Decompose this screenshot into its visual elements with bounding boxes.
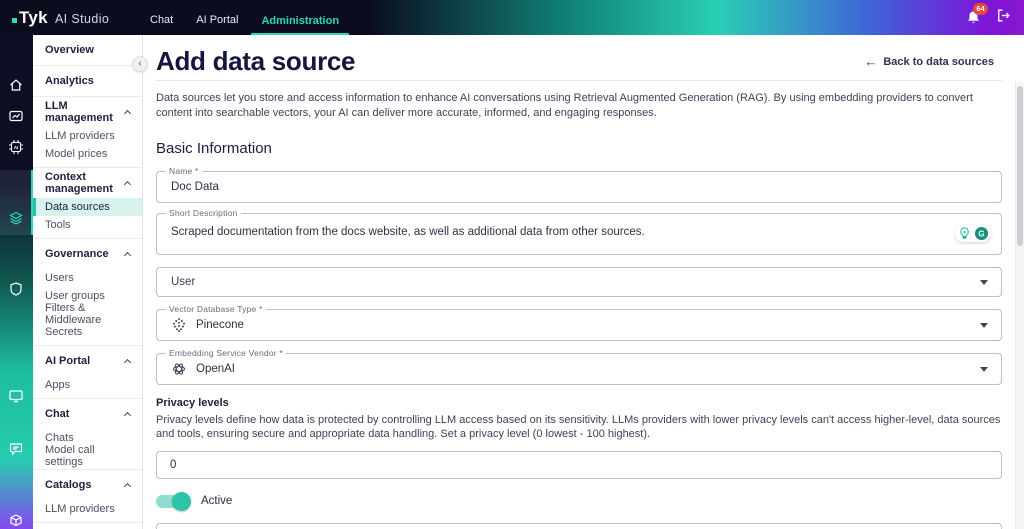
user-select-value: User bbox=[171, 276, 196, 288]
sidebar-item-apps[interactable]: Apps bbox=[45, 379, 71, 391]
intro-text: Data sources let you store and access information to enhance AI conversations using Retrieval Augmented Generation (RAG). By using embedding providers to convert content into searchable vectors, your AI can deliver more accurate, informed, and engaging responses. bbox=[156, 92, 973, 119]
page-title: Add data source bbox=[156, 46, 356, 76]
vector-database-type-label: Vector Database Type * bbox=[166, 304, 266, 314]
sidebar-item-analytics[interactable]: Analytics bbox=[45, 75, 94, 87]
chevron-up-icon bbox=[124, 358, 131, 365]
sidebar bbox=[33, 35, 143, 529]
chevron-up-icon bbox=[124, 482, 131, 489]
sidebar-item-user-groups[interactable]: User groups bbox=[45, 290, 105, 302]
sidebar-item-filters-middleware[interactable]: Filters & Middleware bbox=[45, 302, 102, 326]
tyk-logo[interactable] bbox=[12, 8, 109, 28]
vector-database-type-select[interactable] bbox=[156, 304, 1002, 341]
page-header bbox=[156, 35, 1002, 81]
top-navigation-tabs bbox=[140, 0, 352, 35]
sidebar-section-catalogs[interactable]: Catalogs bbox=[33, 470, 142, 500]
sidebar-item-model-call-settings[interactable]: Model call settings bbox=[45, 444, 95, 468]
user-select[interactable] bbox=[156, 267, 1002, 297]
name-field[interactable] bbox=[156, 166, 1002, 203]
sidebar-section-llm-management[interactable]: LLM management bbox=[33, 97, 142, 127]
embedding-service-vendor-select[interactable] bbox=[156, 348, 1002, 385]
vector-database-type-value: Pinecone bbox=[196, 319, 244, 331]
svg-text:G: G bbox=[978, 229, 985, 239]
name-field-value: Doc Data bbox=[171, 181, 219, 193]
scrollbar-thumb[interactable] bbox=[1017, 86, 1023, 246]
grammarly-g-icon bbox=[974, 226, 989, 241]
sidebar-section-chat[interactable]: Chat bbox=[33, 399, 142, 429]
sidebar-item-users[interactable]: Users bbox=[45, 272, 74, 284]
sidebar-item-overview[interactable]: Overview bbox=[45, 44, 94, 56]
collapse-sidebar-button[interactable] bbox=[132, 56, 148, 72]
basic-information-heading: Basic Information bbox=[156, 140, 272, 157]
top-actions bbox=[965, 0, 1012, 35]
back-link-label: Back to data sources bbox=[883, 55, 994, 68]
package-icon[interactable] bbox=[8, 512, 24, 528]
layers-icon[interactable] bbox=[8, 210, 24, 226]
chevron-up-icon bbox=[124, 180, 131, 187]
toggle-knob bbox=[172, 492, 191, 511]
sidebar-item-tools[interactable]: Tools bbox=[45, 219, 71, 231]
pinecone-icon bbox=[171, 317, 187, 333]
sidebar-item-catalogs-llm-providers[interactable]: LLM providers bbox=[45, 503, 115, 515]
main-content bbox=[143, 35, 1024, 529]
openai-icon bbox=[171, 361, 187, 377]
lightbulb-icon bbox=[957, 226, 972, 241]
back-to-data-sources-link[interactable] bbox=[864, 56, 994, 68]
sidebar-item-data-sources[interactable]: Data sources bbox=[33, 198, 142, 216]
grammar-assistant-widget[interactable] bbox=[955, 225, 991, 242]
notifications-button[interactable] bbox=[965, 4, 985, 27]
back-arrow-icon: ← bbox=[864, 54, 878, 69]
privacy-level-value: 0 bbox=[170, 459, 177, 471]
sidebar-item-chats[interactable]: Chats bbox=[45, 432, 74, 444]
logout-icon bbox=[995, 7, 1012, 24]
chevron-down-icon bbox=[980, 323, 988, 328]
active-toggle[interactable] bbox=[156, 495, 189, 508]
chevron-up-icon bbox=[124, 109, 131, 116]
next-field-partial[interactable] bbox=[156, 523, 1002, 529]
chat-bubble-icon[interactable] bbox=[8, 441, 24, 457]
top-bar bbox=[0, 0, 1024, 35]
sidebar-item-llm-providers[interactable]: LLM providers bbox=[45, 130, 115, 142]
sidebar-item-model-prices[interactable]: Model prices bbox=[45, 148, 108, 160]
tab-ai-portal[interactable]: AI Portal bbox=[196, 14, 239, 26]
short-description-label: Short Description bbox=[166, 208, 241, 218]
sidebar-item-secrets[interactable]: Secrets bbox=[45, 326, 83, 338]
tyk-logo-dot bbox=[12, 8, 48, 28]
privacy-levels-heading: Privacy levels bbox=[156, 397, 229, 409]
vertical-scrollbar[interactable] bbox=[1015, 82, 1024, 529]
ai-chip-icon[interactable] bbox=[8, 139, 24, 155]
embedding-service-vendor-label: Embedding Service Vendor * bbox=[166, 348, 286, 358]
monitor-icon[interactable] bbox=[8, 388, 24, 404]
sidebar-section-governance[interactable]: Governance bbox=[33, 239, 142, 269]
sidebar-section-ai-portal[interactable]: AI Portal bbox=[33, 346, 142, 376]
short-description-value: Scraped documentation from the docs website, as well as additional data from other sources. bbox=[171, 226, 645, 238]
logo-suffix-text: AI Studio bbox=[54, 11, 110, 26]
chevron-up-icon bbox=[124, 251, 131, 258]
active-toggle-label: Active bbox=[201, 495, 233, 507]
notification-badge: 64 bbox=[973, 3, 988, 15]
tab-chat[interactable]: Chat bbox=[150, 14, 174, 26]
logout-button[interactable] bbox=[995, 7, 1012, 29]
logo-brand-text: Tyk bbox=[19, 7, 48, 27]
name-field-label: Name * bbox=[166, 166, 202, 176]
shield-icon[interactable] bbox=[8, 281, 24, 297]
tab-administration[interactable]: Administration bbox=[251, 15, 349, 36]
privacy-levels-description: Privacy levels define how data is protected by controlling LLM access based on its sensitivity. LLMs providers with lower privacy levels can't access higher-level, data sources and tools, ensuring secure and appropriate data handling. Set a privacy level (0 lowest - 100 highest). bbox=[156, 414, 1001, 440]
analytics-icon[interactable] bbox=[8, 108, 24, 124]
active-toggle-row bbox=[156, 493, 1002, 509]
chevron-down-icon bbox=[980, 367, 988, 372]
chevron-left-icon: ‹ bbox=[138, 58, 142, 69]
chevron-up-icon bbox=[124, 411, 131, 418]
sidebar-section-context-management[interactable]: Context management bbox=[33, 168, 142, 198]
short-description-field[interactable] bbox=[156, 208, 1002, 255]
embedding-service-vendor-value: OpenAI bbox=[196, 363, 235, 375]
chevron-down-icon bbox=[980, 280, 988, 285]
home-icon[interactable] bbox=[8, 77, 24, 93]
privacy-level-input[interactable] bbox=[156, 451, 1002, 479]
sidebar-icon-rail bbox=[0, 35, 33, 529]
svg-text:AI: AI bbox=[13, 144, 19, 150]
